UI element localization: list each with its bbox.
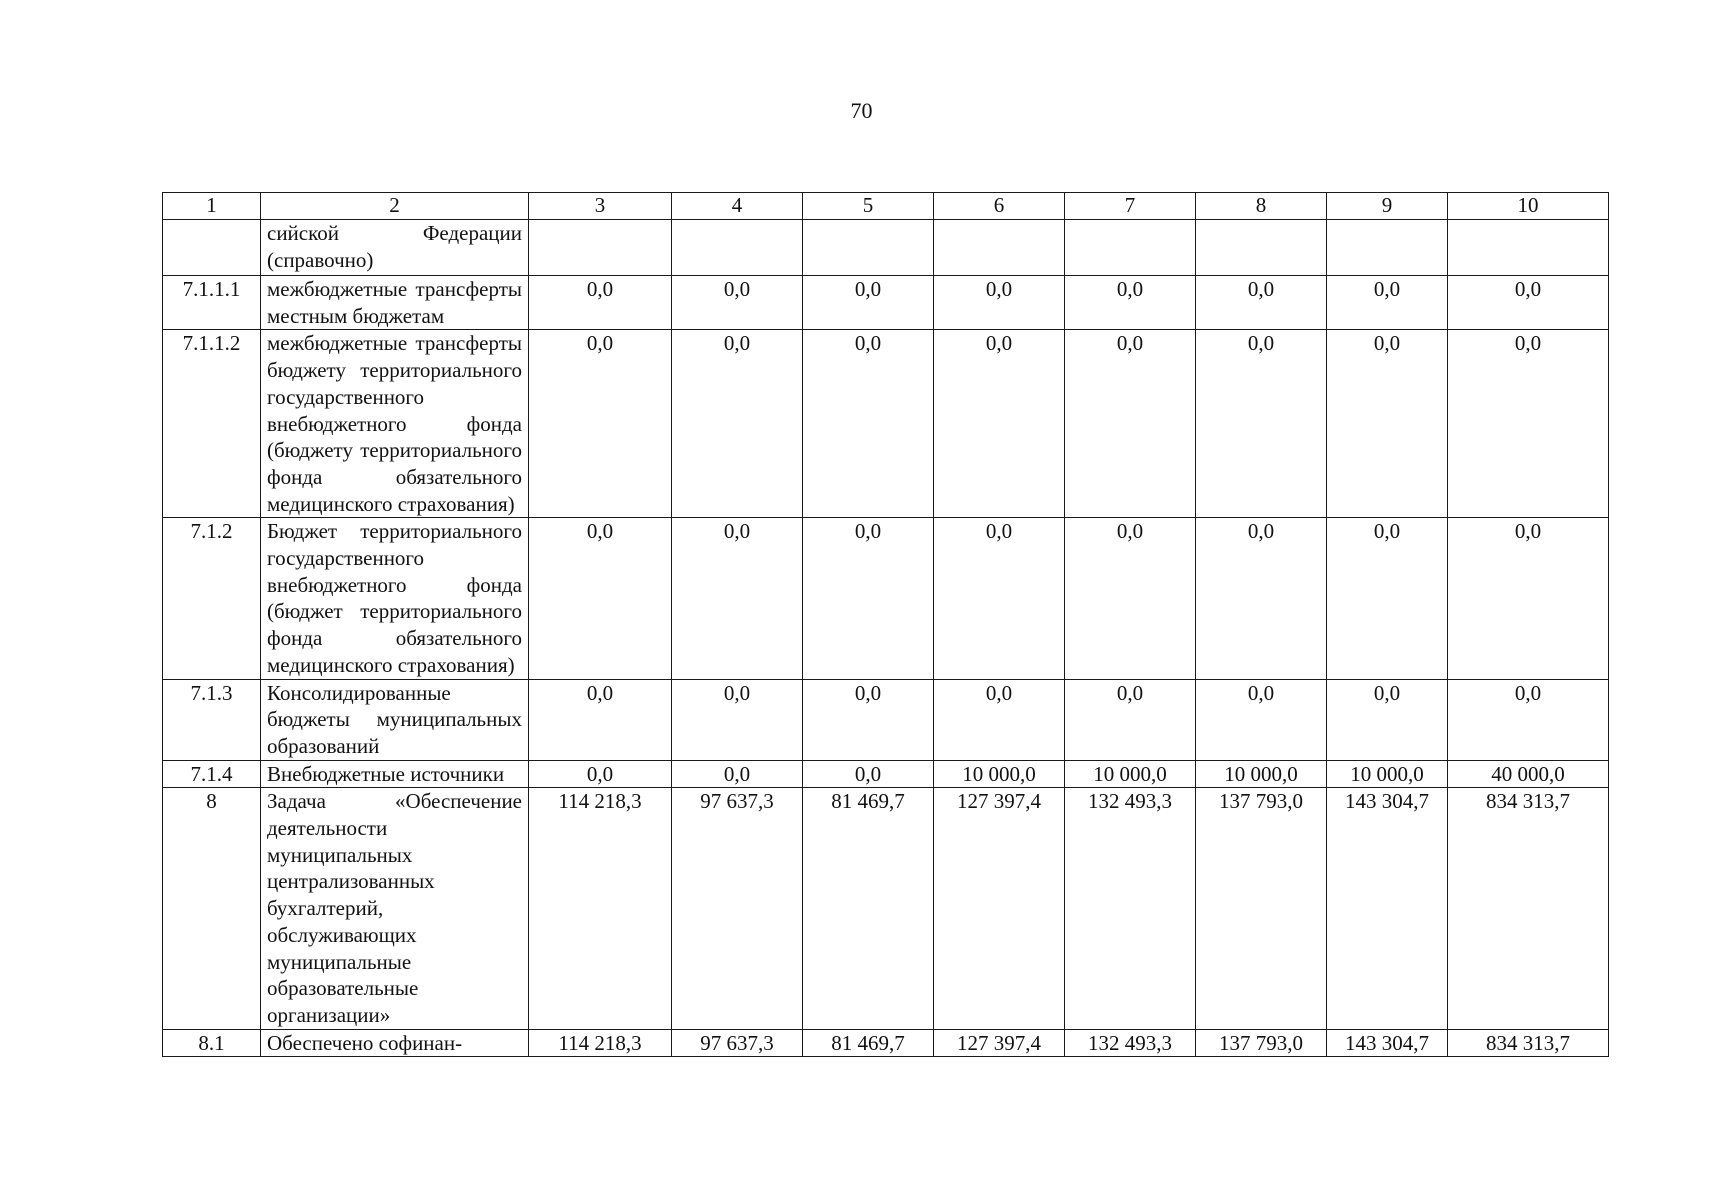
cell-value: 0,0	[934, 330, 1065, 518]
row-id: 8.1	[163, 1029, 261, 1057]
cell-value: 0,0	[803, 276, 934, 330]
cell-value: 0,0	[672, 330, 803, 518]
row-id: 8	[163, 788, 261, 1029]
row-name: сийской Федерации (справочно)	[261, 220, 529, 276]
cell-value: 137 793,0	[1196, 1029, 1327, 1057]
header-row	[163, 193, 1609, 220]
table-row	[163, 330, 1609, 518]
cell-value	[1196, 220, 1327, 276]
table-row	[163, 679, 1609, 760]
cell-value: 0,0	[1196, 518, 1327, 679]
cell-value: 97 637,3	[672, 788, 803, 1029]
cell-value: 0,0	[1065, 518, 1196, 679]
cell-value: 10 000,0	[934, 760, 1065, 788]
column-header: 6	[934, 193, 1065, 220]
cell-value: 114 218,3	[529, 788, 672, 1029]
column-header: 8	[1196, 193, 1327, 220]
cell-value: 0,0	[1327, 330, 1448, 518]
row-id: 7.1.1.2	[163, 330, 261, 518]
cell-value: 0,0	[1448, 679, 1609, 760]
row-id: 7.1.3	[163, 679, 261, 760]
cell-value: 127 397,4	[934, 788, 1065, 1029]
row-name: Задача «Обеспечение деятельности муниципальных централизованных бухгалтерий, обслуживающих муниципальные образовательные организации»	[261, 788, 529, 1029]
table-row	[163, 518, 1609, 679]
column-header: 1	[163, 193, 261, 220]
row-name: Консолидированные бюджеты муниципальных образований	[261, 679, 529, 760]
cell-value: 0,0	[672, 518, 803, 679]
column-header: 2	[261, 193, 529, 220]
cell-value: 0,0	[529, 518, 672, 679]
cell-value	[529, 220, 672, 276]
cell-value	[1448, 220, 1609, 276]
column-header: 9	[1327, 193, 1448, 220]
cell-value: 0,0	[803, 518, 934, 679]
cell-value: 0,0	[529, 760, 672, 788]
row-id: 7.1.1.1	[163, 276, 261, 330]
cell-value	[1065, 220, 1196, 276]
row-id	[163, 220, 261, 276]
cell-value: 127 397,4	[934, 1029, 1065, 1057]
cell-value: 0,0	[1448, 276, 1609, 330]
row-name: Внебюджетные источники	[261, 760, 529, 788]
table-row	[163, 788, 1609, 1029]
cell-value: 132 493,3	[1065, 788, 1196, 1029]
column-header: 4	[672, 193, 803, 220]
cell-value: 132 493,3	[1065, 1029, 1196, 1057]
cell-value: 81 469,7	[803, 1029, 934, 1057]
cell-value: 137 793,0	[1196, 788, 1327, 1029]
cell-value: 0,0	[934, 276, 1065, 330]
budget-table	[162, 192, 1609, 1057]
cell-value: 0,0	[1065, 276, 1196, 330]
cell-value: 0,0	[529, 679, 672, 760]
cell-value: 0,0	[1065, 679, 1196, 760]
cell-value: 0,0	[1065, 330, 1196, 518]
column-header: 3	[529, 193, 672, 220]
cell-value: 0,0	[1327, 679, 1448, 760]
cell-value: 0,0	[1196, 276, 1327, 330]
cell-value: 0,0	[803, 679, 934, 760]
cell-value	[803, 220, 934, 276]
cell-value	[1327, 220, 1448, 276]
cell-value: 0,0	[934, 518, 1065, 679]
column-header: 7	[1065, 193, 1196, 220]
cell-value: 0,0	[1448, 518, 1609, 679]
cell-value: 0,0	[934, 679, 1065, 760]
cell-value: 0,0	[529, 330, 672, 518]
page-number: 70	[850, 98, 873, 123]
row-name: межбюджетные трансферты бюджету территориального государственного внебюджетного фонда (бюджету территориального фонда обязательного медицинского страхования)	[261, 330, 529, 518]
cell-value: 0,0	[1448, 330, 1609, 518]
table-row	[163, 760, 1609, 788]
cell-value: 0,0	[672, 760, 803, 788]
cell-value: 0,0	[1327, 518, 1448, 679]
column-header: 5	[803, 193, 934, 220]
cell-value: 10 000,0	[1327, 760, 1448, 788]
cell-value: 114 218,3	[529, 1029, 672, 1057]
cell-value: 97 637,3	[672, 1029, 803, 1057]
row-name: межбюджетные трансферты местным бюджетам	[261, 276, 529, 330]
cell-value: 10 000,0	[1196, 760, 1327, 788]
cell-value	[934, 220, 1065, 276]
cell-value: 0,0	[1196, 679, 1327, 760]
cell-value: 0,0	[803, 760, 934, 788]
cell-value: 0,0	[1327, 276, 1448, 330]
table-row	[163, 276, 1609, 330]
cell-value: 143 304,7	[1327, 1029, 1448, 1057]
row-id: 7.1.2	[163, 518, 261, 679]
table-row	[163, 220, 1609, 276]
table-row	[163, 1029, 1609, 1057]
cell-value: 143 304,7	[1327, 788, 1448, 1029]
cell-value: 40 000,0	[1448, 760, 1609, 788]
cell-value: 10 000,0	[1065, 760, 1196, 788]
column-header: 10	[1448, 193, 1609, 220]
cell-value: 0,0	[803, 330, 934, 518]
cell-value: 0,0	[672, 679, 803, 760]
row-id: 7.1.4	[163, 760, 261, 788]
row-name: Бюджет территориального государственного внебюджетного фонда (бюджет территориального фонда обязательного медицинского страхования)	[261, 518, 529, 679]
cell-value: 81 469,7	[803, 788, 934, 1029]
cell-value	[672, 220, 803, 276]
cell-value: 0,0	[529, 276, 672, 330]
cell-value: 834 313,7	[1448, 1029, 1609, 1057]
row-name: Обеспечено софинан-	[261, 1029, 529, 1057]
cell-value: 834 313,7	[1448, 788, 1609, 1029]
cell-value: 0,0	[1196, 330, 1327, 518]
cell-value: 0,0	[672, 276, 803, 330]
